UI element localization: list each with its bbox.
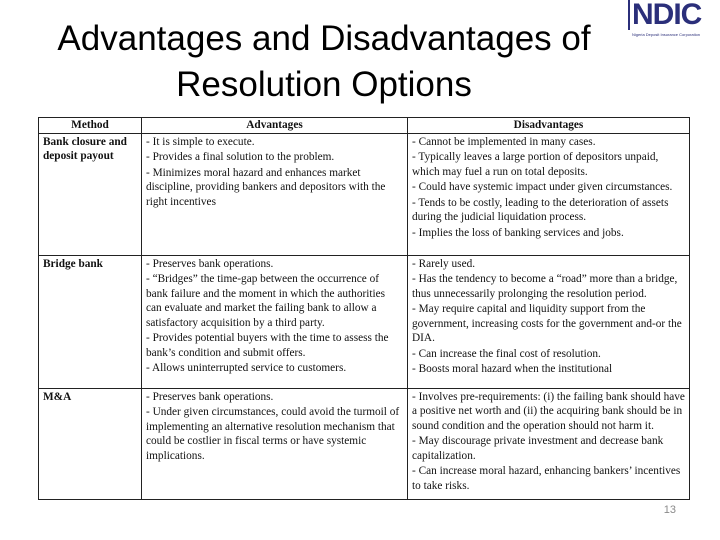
slide-title: Advantages and Disadvantages of Resolution Options	[57, 19, 591, 104]
advantages-cell	[142, 255, 408, 388]
table-row	[39, 388, 690, 499]
advantage-item: - Provides a final solution to the problem.	[146, 151, 335, 163]
advantages-cell	[142, 388, 408, 499]
method-cell: M&A	[39, 388, 142, 499]
advantage-item: - Preserves bank operations.	[146, 390, 274, 403]
method-cell: Bank closure and deposit payout	[39, 133, 142, 255]
resolution-options-table	[38, 117, 690, 500]
disadvantage-item: - Can increase the final cost of resolution.	[412, 347, 601, 360]
disadvantage-item: - May discourage private investment and decrease bank capitalization.	[412, 435, 664, 462]
advantage-item: - It is simple to execute.	[146, 135, 255, 148]
advantage-item: - Under given circumstances, could avoid the turmoil of implementing an alternative resolution mechanism that could be costlier in fiscal terms or have systemic implications.	[146, 406, 400, 462]
table-row	[39, 255, 690, 388]
table-area	[38, 117, 690, 517]
header-method: Method	[39, 118, 142, 134]
disadvantage-item: - Can increase moral hazard, enhancing bankers’ incentives to take risks.	[412, 465, 681, 492]
header-disadvantages: Disadvantages	[408, 118, 690, 134]
advantage-item: - Provides potential buyers with the time to assess the bank’s condition and submit offers.	[146, 332, 389, 359]
disadvantage-item: - Cannot be implemented in many cases.	[412, 135, 596, 148]
ndic-logo	[628, 0, 720, 40]
disadvantage-item: - Tends to be costly, leading to the deterioration of assets during the judicial liquidation process.	[412, 196, 669, 223]
method-cell: Bridge bank	[39, 255, 142, 388]
page-number: 13	[663, 503, 676, 516]
table-row	[39, 133, 690, 255]
table-header-row	[39, 118, 690, 134]
disadvantages-cell	[408, 388, 690, 499]
advantage-item: - “Bridges” the time-gap between the occurrence of bank failure and the moment in which the authorities can evaluate and market the failing bank to allow a satisfactory acquisition by a third party.	[146, 273, 386, 329]
disadvantage-item: - Boosts moral hazard when the institutional	[412, 363, 613, 375]
disadvantage-item: - Has the tendency to become a “road” more than a bridge, thus unnecessarily prolonging the resolution period.	[412, 273, 678, 300]
disadvantages-cell	[408, 133, 690, 255]
disadvantage-item: - Involves pre-requirements: (i) the failing bank should have a positive net worth and (ii) the acquiring bank should be in sound condition and the operation should not harm it.	[412, 390, 685, 432]
disadvantage-item: - Rarely used.	[412, 257, 476, 270]
logo-mark: NDIC	[628, 0, 701, 30]
header-advantages: Advantages	[142, 118, 408, 134]
advantage-item: - Allows uninterrupted service to customers.	[146, 362, 347, 374]
disadvantage-item: - Could have systemic impact under given circumstances.	[412, 181, 673, 193]
advantage-item: - Preserves bank operations.	[146, 257, 274, 270]
disadvantages-cell	[408, 255, 690, 388]
advantages-cell	[142, 133, 408, 255]
disadvantage-item: - May require capital and liquidity support from the government, increasing costs for the government and-or the DIA.	[412, 303, 682, 344]
disadvantage-item: - Typically leaves a large portion of depositors unpaid, which may fuel a run on total deposits.	[412, 151, 659, 178]
logo-subtitle: Nigeria Deposit Insurance Corporation	[632, 32, 701, 37]
advantage-item: - Minimizes moral hazard and enhances market discipline, providing bankers and depositors with the right incentives	[146, 166, 386, 208]
disadvantage-item: - Implies the loss of banking services and jobs.	[412, 226, 624, 239]
